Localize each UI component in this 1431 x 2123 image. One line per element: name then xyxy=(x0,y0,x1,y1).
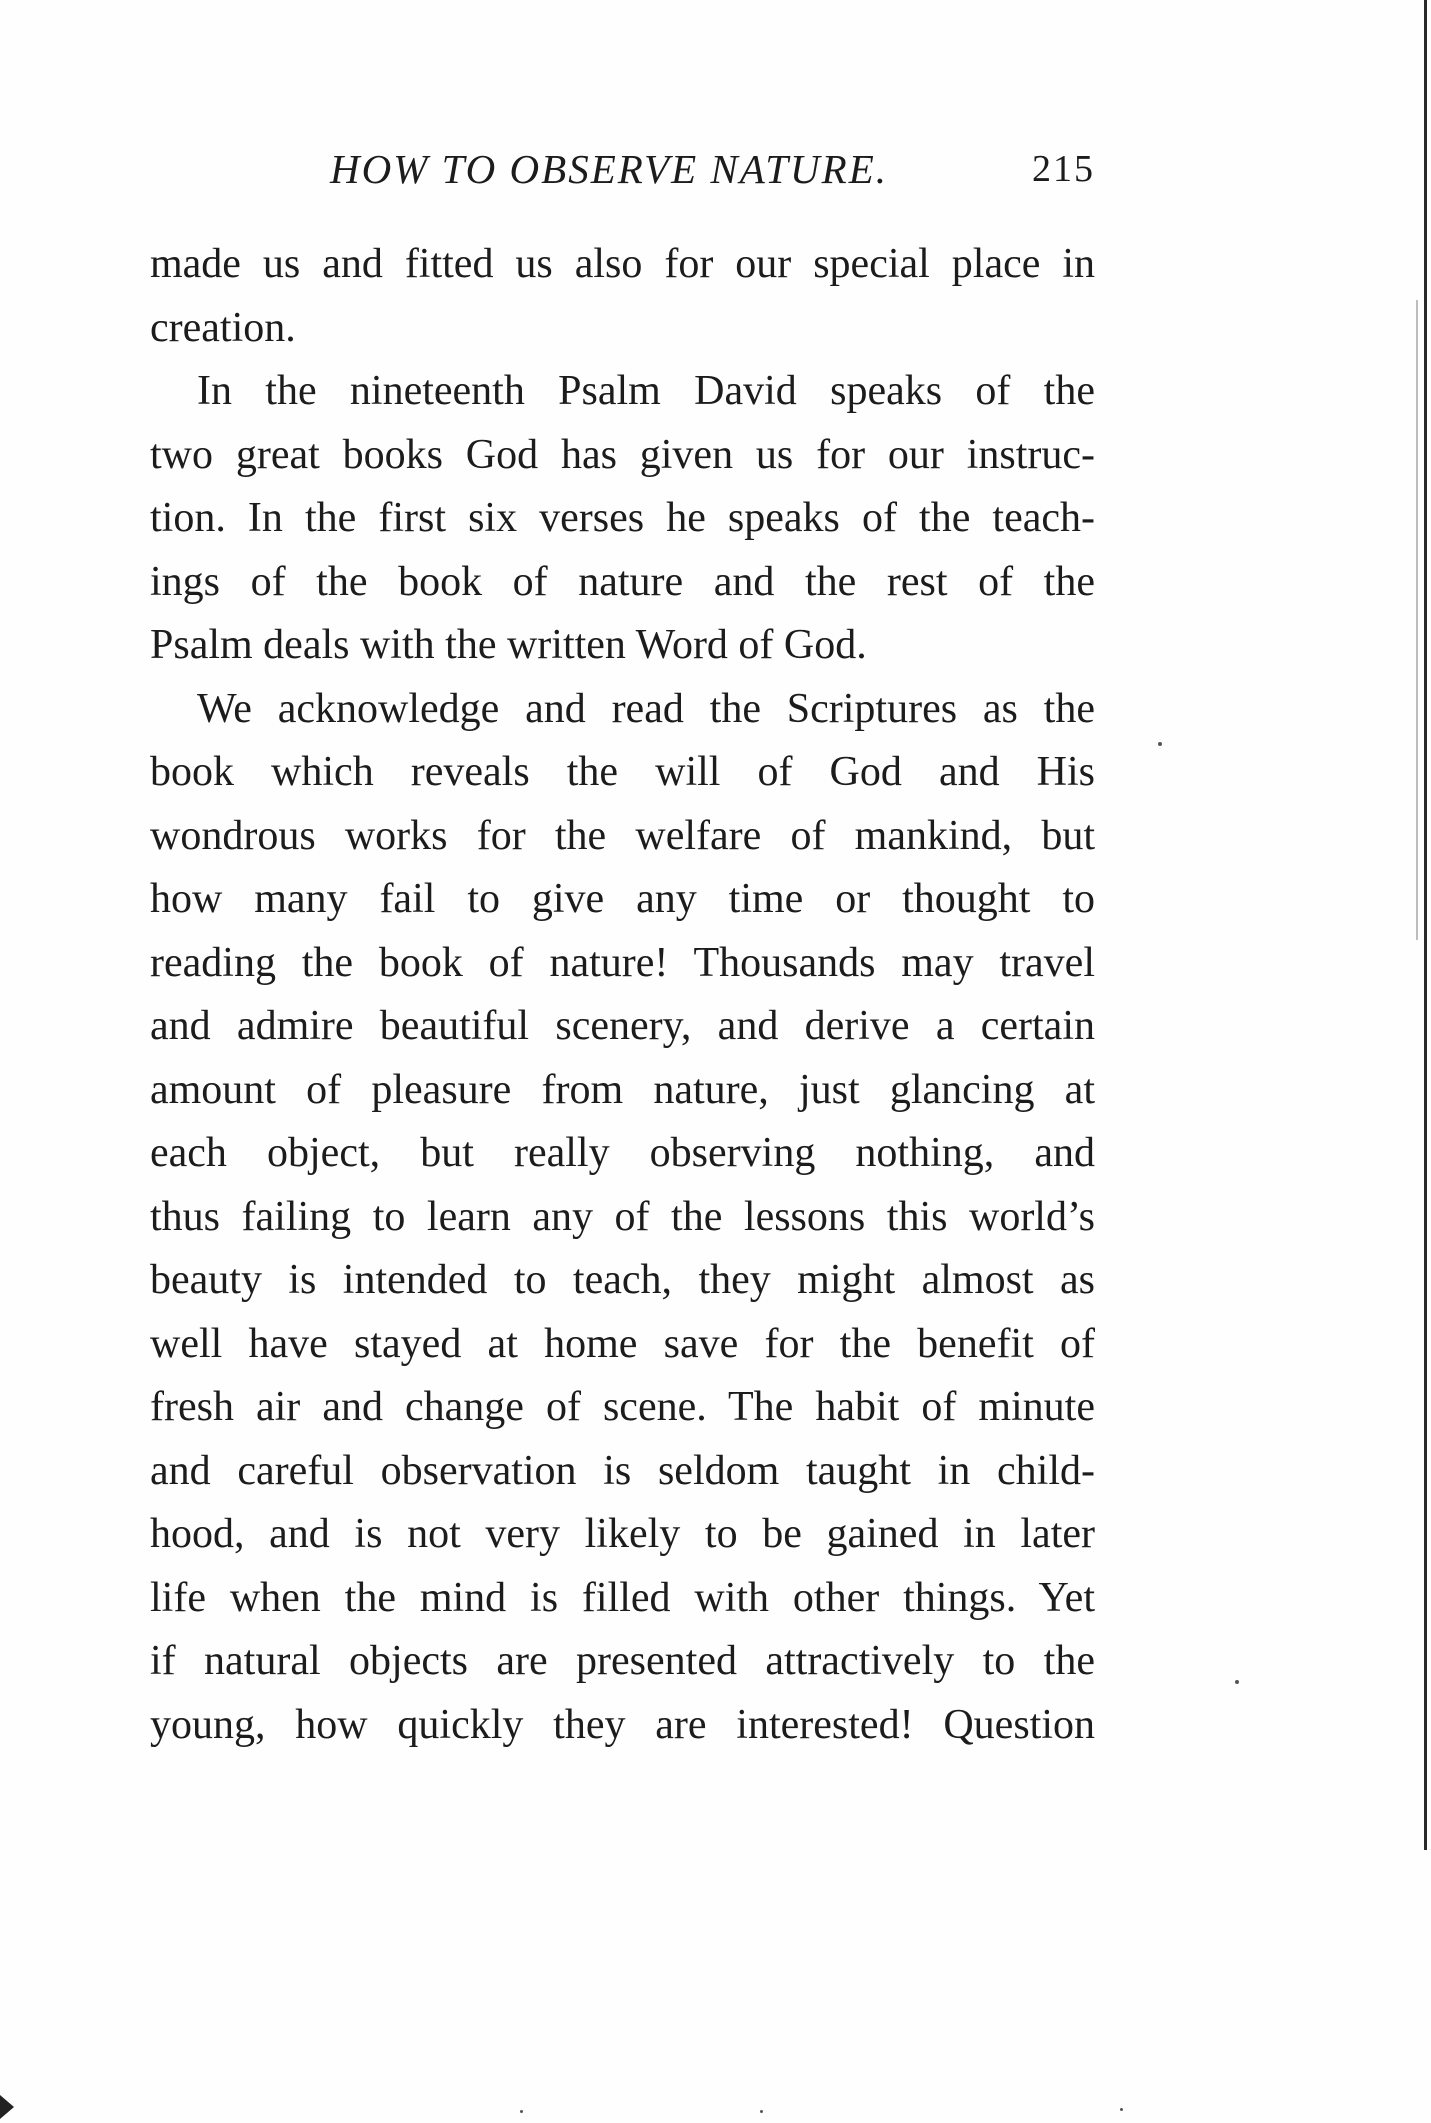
text-line: how many fail to give any time or thought to xyxy=(150,876,1095,922)
text-line: fresh air and change of scene. The habit of minute xyxy=(150,1384,1095,1430)
running-head: HOW TO OBSERVE NATURE. xyxy=(330,146,889,192)
text-line: and careful observation is seldom taught in child- xyxy=(150,1447,1095,1494)
text-line: Psalm deals with the written Word of God. xyxy=(150,622,867,668)
text-line: creation. xyxy=(150,304,296,351)
scan-corner-mark xyxy=(0,2095,14,2119)
text-line: book which reveals the will of God and His xyxy=(150,749,1095,795)
text-line: if natural objects are presented attractively to the xyxy=(150,1638,1095,1684)
page-edge-shadow-faint xyxy=(1416,300,1418,940)
text-line: amount of pleasure from nature, just glancing at xyxy=(150,1066,1095,1113)
text-line: life when the mind is filled with other things. Yet xyxy=(150,1574,1095,1621)
text-line: made us and fitted us also for our special place in xyxy=(150,241,1095,287)
text-line: and admire beautiful scenery, and derive a certain xyxy=(150,1003,1095,1049)
text-line: In the nineteenth Psalm David speaks of the xyxy=(197,368,1095,414)
text-line: hood, and is not very likely to be gained in later xyxy=(150,1511,1095,1557)
page-header xyxy=(150,145,1095,195)
body-text xyxy=(150,233,1095,1757)
text-line: We acknowledge and read the Scriptures as the xyxy=(197,685,1095,732)
scan-speck xyxy=(1235,1680,1239,1684)
scan-speck xyxy=(1120,2108,1123,2111)
text-line: reading the book of nature! Thousands may travel xyxy=(150,939,1095,986)
text-line: each object, but really observing nothing, and xyxy=(150,1130,1095,1176)
scan-speck xyxy=(760,2110,763,2113)
text-line: two great books God has given us for our instruc- xyxy=(150,431,1095,478)
text-line: ings of the book of nature and the rest of the xyxy=(150,558,1095,605)
text-line: young, how quickly they are interested! Question xyxy=(150,1701,1095,1748)
text-line: well have stayed at home save for the benefit of xyxy=(150,1320,1095,1367)
scan-speck xyxy=(520,2110,523,2113)
text-line: thus failing to learn any of the lessons this world’s xyxy=(150,1193,1095,1240)
text-line: wondrous works for the welfare of mankind, but xyxy=(150,812,1095,859)
text-line: tion. In the first six verses he speaks of the teach- xyxy=(150,495,1095,541)
page-number: 215 xyxy=(1032,148,1095,190)
page-edge-shadow xyxy=(1424,0,1427,1850)
scan-speck xyxy=(1158,742,1162,746)
text-line: beauty is intended to teach, they might almost as xyxy=(150,1257,1095,1303)
